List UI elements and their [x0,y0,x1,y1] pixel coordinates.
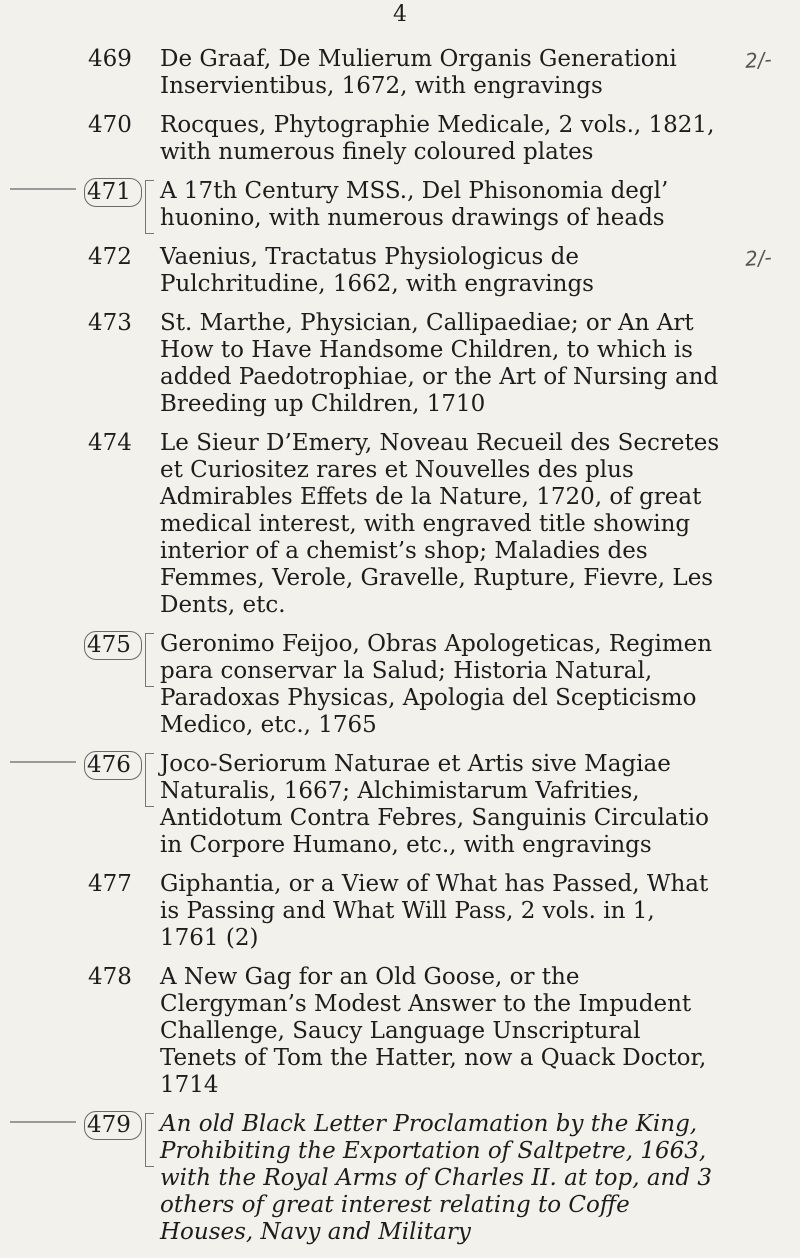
handwritten-price: 2/- [744,245,773,271]
catalog-entry-469 [0,46,800,100]
lot-description: Rocques, Phytographie Medicale, 2 vols., 1821, with numerous finely coloured plates [160,112,715,165]
lot-description: A 17th Century MSS., Del Phisonomia degl’ huonino, with numerous drawings of heads [160,178,669,231]
lot-number: 469 [88,46,132,72]
bracket-icon [145,180,154,234]
lot-description: Joco-Seriorum Naturae et Artis sive Magiae Naturalis, 1667; Alchimistarum Vafrities, Antidotum Contra Febres, Sanguinis Circulatio in Corpore Humano, etc., with engravings [160,751,709,858]
lot-description: St. Marthe, Physician, Callipaediae; or An Art How to Have Handsome Children, to which is added Paedotrophiae, or the Art of Nursing and Breeding up Children, 1710 [160,310,719,417]
bracket-icon [145,1113,154,1167]
lot-number: 470 [88,112,132,138]
catalog-entry-474 [0,430,800,619]
lot-description: Geronimo Feijoo, Obras Apologeticas, Regimen para conservar la Salud; Historia Natural, Paradoxas Physicas, Apologia del Scepticismo Medico, etc., 1765 [160,631,713,738]
lot-description: Giphantia, or a View of What has Passed, What is Passing and What Will Pass, 2 vols. in 1, 1761 (2) [160,871,709,951]
catalog-entry-470 [0,112,800,166]
catalog-entry-473 [0,310,800,418]
page-number: 4 [393,2,407,27]
bracket-icon [145,633,154,687]
lot-description: De Graaf, De Mulierum Organis Generationi Inservientibus, 1672, with engravings [160,46,677,99]
catalog-entry-471 [0,178,800,232]
lot-number: 478 [88,964,132,990]
lot-number: 479 [84,1111,142,1140]
lot-number: 471 [84,178,142,207]
lot-number: 474 [88,430,132,456]
catalog-list [0,46,800,1258]
lot-description: A New Gag for an Old Goose, or the Clergyman’s Modest Answer to the Impudent Challenge, Saucy Language Unscriptural Tenets of Tom the Hatter, now a Quack Doctor, 1714 [160,964,707,1098]
lot-number: 476 [84,751,142,780]
catalog-entry-479 [0,1111,800,1246]
margin-pen-mark [10,188,76,190]
lot-description: An old Black Letter Proclamation by the King, Prohibiting the Exportation of Saltpetre, 1663, with the Royal Arms of Charles II. at top, and 3 others of great interest relating to Coffe Houses, Navy and Military [160,1111,713,1245]
lot-description: Le Sieur D’Emery, Noveau Recueil des Secretes et Curiositez rares et Nouvelles des plus Admirables Effets de la Nature, 1720, of great medical interest, with engraved title showing interior of a chemist’s shop; Maladies des Femmes, Verole, Gravelle, Rupture, Fievre, Les Dents, etc. [160,430,720,618]
lot-description: Vaenius, Tractatus Physiologicus de Pulchritudine, 1662, with engravings [160,244,594,297]
lot-number: 477 [88,871,132,897]
lot-number: 473 [88,310,132,336]
margin-pen-mark [10,1121,76,1123]
catalog-entry-476 [0,751,800,859]
catalog-entry-477 [0,871,800,952]
catalog-entry-472 [0,244,800,298]
catalog-entry-478 [0,964,800,1099]
margin-pen-mark [10,761,76,763]
bracket-icon [145,753,154,807]
lot-number: 472 [88,244,132,270]
lot-number: 475 [84,631,142,660]
handwritten-price: 2/- [744,47,773,73]
catalog-entry-475 [0,631,800,739]
